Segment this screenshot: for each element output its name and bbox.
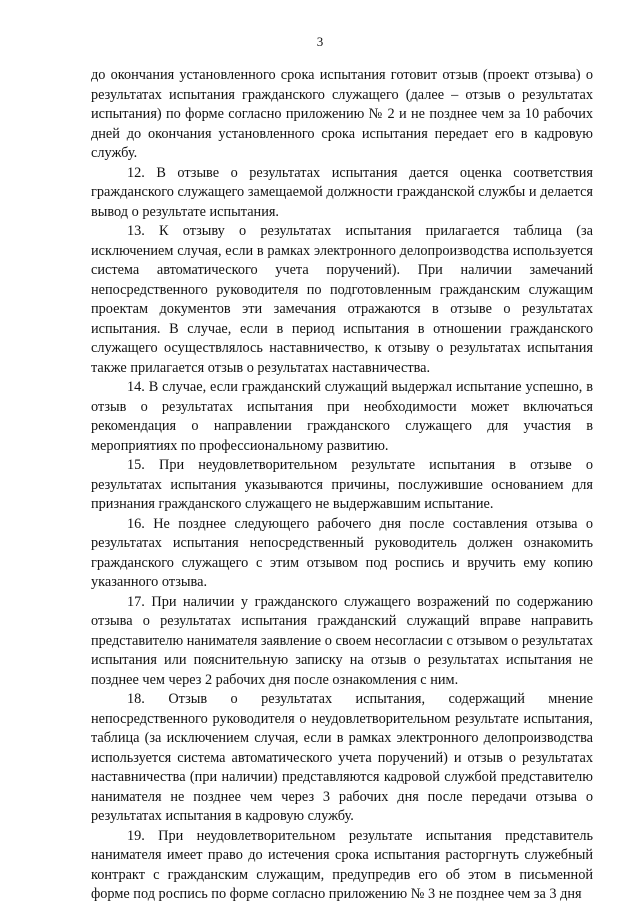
document-body	[91, 66, 593, 905]
paragraph-13: 13. К отзыву о результатах испытания прилагается таблица (за исключением случая, если в рамках электронного делопроизводства используется система автоматического учета поручений). При наличии замечаний непосредственного руководителя по подготовленным гражданским служащим проектам документов эти замечания отражаются в отзыве о результатах испытания. В случае, если в период испытания в отношении гражданского служащего осуществлялось наставничество, к отзыву о результатах испытания также прилагается отзыв о результатах наставничества.	[91, 223, 593, 376]
paragraph-continuation: до окончания установленного срока испытания готовит отзыв (проект отзыва) о результатах испытания гражданского служащего (далее – отзыв о результатах испытания) по форме согласно приложению № 2 и не позднее чем за 10 рабочих дней до окончания установленного срока испытания передает его в кадровую службу.	[91, 67, 593, 161]
paragraph-17: 17. При наличии у гражданского служащего возражений по содержанию отзыва о результатах испытания гражданский служащий вправе направить представителю нанимателя заявление о своем несогласии с отзывом о результатах испытания или пояснительную записку на отзыв о результатах испытания не позднее чем через 2 рабочих дня после ознакомления с ним.	[91, 593, 593, 688]
paragraph-16: 16. Не позднее следующего рабочего дня после составления отзыва о результатах испытания непосредственный руководитель должен ознакомить гражданского служащего с этим отзывом под роспись и вручить ему копию указанного отзыва.	[91, 515, 593, 590]
paragraph-14: 14. В случае, если гражданский служащий выдержал испытание успешно, в отзыв о результатах испытания при необходимости может включаться рекомендация о направлении гражданского служащего для участия в мероприятиях по профессиональному развитию.	[91, 379, 593, 454]
paragraph-19: 19. При неудовлетворительном результате испытания представитель нанимателя имеет право до истечения срока испытания расторгнуть служебный контракт с гражданским служащим, предупредив его об этом в письменной форме под роспись по форме согласно приложению № 3 не позднее чем за 3 дня	[91, 827, 593, 902]
paragraph-18: 18. Отзыв о результатах испытания, содержащий мнение непосредственного руководителя о неудовлетворительном результате испытания, таблица (за исключением случая, если в рамках электронного делопроизводства используется система автоматического учета поручений) и отзыв о результатах наставничества (при наличии) представляются кадровой службой представителю нанимателя не позднее чем через 3 рабочих дня после передачи отзыва о результатах испытания в кадровую службу.	[91, 691, 593, 824]
paragraph-12: 12. В отзыве о результатах испытания дается оценка соответствия гражданского служащего замещаемой должности гражданской службы и делается вывод о результате испытания.	[91, 164, 593, 220]
paragraph-15: 15. При неудовлетворительном результате испытания в отзыве о результатах испытания указываются причины, послужившие основанием для признания гражданского служащего не выдержавшим испытание.	[91, 457, 593, 512]
page-number: 3	[316, 34, 324, 49]
